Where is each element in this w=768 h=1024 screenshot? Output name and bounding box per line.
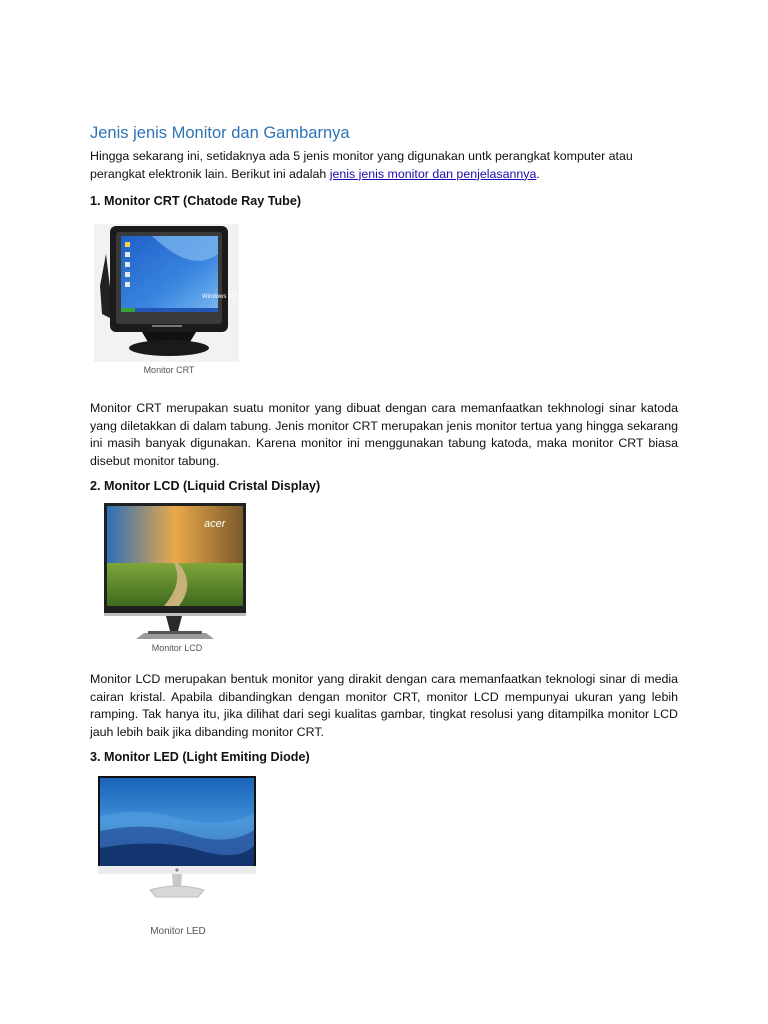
lcd-logo-text: acer: [204, 518, 226, 530]
section-title-lcd: 2. Monitor LCD (Liquid Cristal Display): [90, 479, 321, 493]
figure-caption-crt: Monitor CRT: [143, 365, 195, 375]
article-link[interactable]: jenis jenis monitor dan penjelasannya: [329, 166, 537, 181]
section-title-crt: 1. Monitor CRT (Chatode Ray Tube): [90, 194, 302, 208]
figure-led: [90, 774, 678, 944]
figure-lcd: [90, 503, 678, 663]
section-body-lcd: Monitor LCD merupakan bentuk monitor yang dirakit dengan cara memanfaatkan teknologi sinar di media cairan kristal. Apabila dibandingkan dengan monitor CRT, monitor LCD mempunyai ukuran yang lebih ramping. Tak hanya itu, jika dilihat dari segi kualitas gambar, tingkat resolusi yang ditampilka monitor LCD jauh lebih baik jika dibanding monitor CRT.: [90, 672, 678, 739]
section-title-led: 3. Monitor LED (Light Emiting Diode): [90, 750, 310, 764]
figure-crt: [90, 218, 678, 390]
intro-paragraph: [90, 148, 678, 183]
crt-monitor-image: [92, 224, 242, 384]
crt-logo-text: Windows XP: [202, 294, 237, 300]
section-body-crt: Monitor CRT merupakan suatu monitor yang dibuat dengan cara memanfaatkan tekhnologi sinar katoda yang diletakkan di dalam tabung. Jenis monitor CRT merupakan jenis monitor tertua yang hingga sekarang ini masih banyak digunakan. Karena monitor ini menggunakan tabung katoda, maka monitor CRT biasa disebut monitor tabung.: [90, 401, 678, 468]
led-monitor-image: [98, 776, 263, 911]
document-page: [90, 124, 678, 944]
page-title: Jenis jenis Monitor dan Gambarnya: [90, 124, 350, 142]
lcd-monitor-image: [104, 503, 264, 653]
intro-end: .: [536, 166, 540, 181]
intro-text: Hingga sekarang ini, setidaknya ada 5 jenis monitor yang digunakan untk perangkat komputer atau perangkat elektronik lain. Berikut ini adalah: [90, 149, 633, 181]
figure-caption-lcd: Monitor LCD: [151, 643, 203, 653]
figure-caption-led: Monitor LED: [150, 926, 206, 937]
